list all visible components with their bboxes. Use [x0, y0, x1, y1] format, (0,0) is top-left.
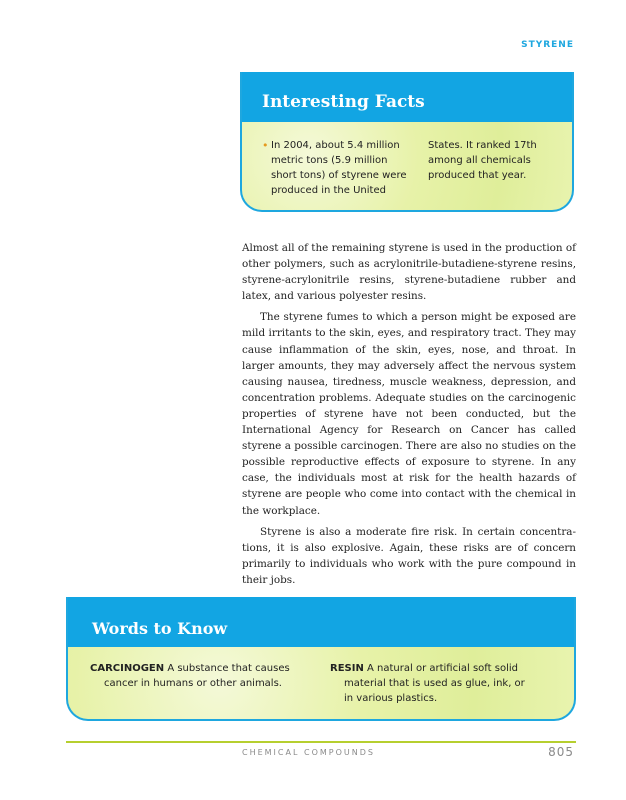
- facts-line: In 2004, about 5.4 million: [271, 140, 400, 151]
- facts-line: among all chemicals: [428, 155, 531, 166]
- interesting-facts-box: [240, 72, 574, 212]
- facts-line: metric tons (5.9 million: [271, 155, 388, 166]
- facts-column-1: [262, 138, 423, 198]
- facts-column-2: [428, 138, 566, 183]
- glossary-term-resin: [330, 661, 550, 706]
- body-text: [242, 240, 576, 593]
- term-definition: A natural or artificial soft solid: [367, 663, 518, 674]
- footer-rule: [66, 741, 576, 743]
- glossary-term-carcinogen: [90, 661, 310, 691]
- facts-line: States. It ranked 17th: [428, 140, 537, 151]
- term-name: RESIN: [330, 663, 364, 674]
- term-definition-continued: cancer in humans or other animals.: [104, 678, 282, 689]
- paragraph: Styrene is also a moderate fire risk. In certain concentrations, it is also explosive. Again, these risks are of concern primarily to individuals who work with the pure compound in their jobs.: [242, 525, 576, 586]
- term-definition-continued: in various plastics.: [344, 693, 438, 704]
- footer-label: CHEMICAL COMPOUNDS: [242, 748, 375, 757]
- facts-line: produced in the United: [271, 185, 386, 196]
- facts-header: [242, 72, 572, 122]
- page-number: 805: [548, 745, 574, 759]
- words-to-know-box: [66, 597, 576, 721]
- words-title: Words to Know: [92, 619, 228, 638]
- bullet-icon: •: [262, 139, 269, 152]
- paragraph: The styrene fumes to which a person might be exposed are mild irritants to the skin, eyes, and respiratory tract. They may cause inflammation of the skin, eyes, nose, and throat. In larger amounts, they may adversely affect the nervous system causing nausea, tiredness, muscle weakness, depression, and concentration problems. Adequate studies on the carcinogenic properties of styrene have not been conducted, but the International Agency for Research on Cancer has called styrene a possible carcinogen. There are also no studies on the possible reproductive effects of exposure to styrene. In any case, the individuals most at risk for the health hazards of styrene are people who come into contact with the chemical in the workplace.: [242, 311, 576, 517]
- facts-line: short tons) of styrene were: [271, 170, 407, 181]
- term-name: CARCINOGEN: [90, 663, 165, 674]
- running-head: STYRENE: [521, 40, 574, 50]
- term-definition: A substance that causes: [167, 663, 290, 674]
- paragraph: Almost all of the remaining styrene is used in the production of other polymers, such as acrylonitrile-butadiene-styrene resins, styrene-acrylonitrile resins, styrene-butadiene rubber and latex, and various polyester resins.: [242, 242, 577, 303]
- facts-title: Interesting Facts: [262, 92, 425, 112]
- words-header: [68, 597, 574, 647]
- term-definition-continued: material that is used as glue, ink, or: [344, 678, 525, 689]
- facts-line: produced that year.: [428, 170, 527, 181]
